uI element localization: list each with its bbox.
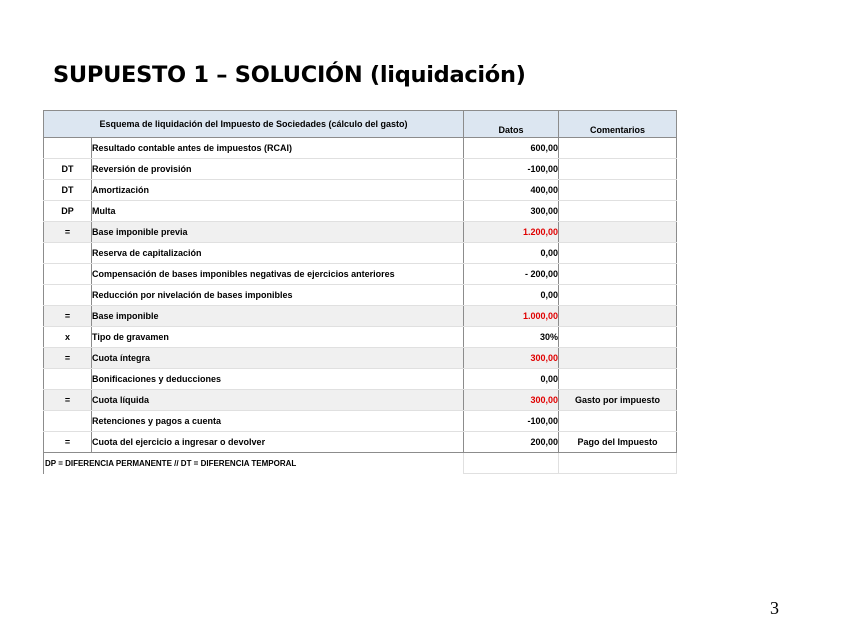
table-row <box>44 390 677 411</box>
row-concept: Reversión de provisión <box>92 159 464 180</box>
row-comment <box>559 138 677 159</box>
row-value: 200,00 <box>464 432 559 453</box>
row-concept: Cuota íntegra <box>92 348 464 369</box>
table-row <box>44 243 677 264</box>
row-comment <box>559 285 677 306</box>
table-row <box>44 264 677 285</box>
row-value: 0,00 <box>464 369 559 390</box>
row-comment <box>559 306 677 327</box>
row-mark: = <box>44 432 92 453</box>
row-comment: Gasto por impuesto <box>559 390 677 411</box>
table-row <box>44 138 677 159</box>
table-header-row <box>44 111 677 138</box>
table-row <box>44 411 677 432</box>
footnote-row <box>44 453 677 474</box>
table-row <box>44 369 677 390</box>
row-mark <box>44 138 92 159</box>
table-row <box>44 159 677 180</box>
row-mark <box>44 264 92 285</box>
row-comment <box>559 411 677 432</box>
table-row <box>44 306 677 327</box>
row-mark: DP <box>44 201 92 222</box>
row-value: 1.200,00 <box>464 222 559 243</box>
row-concept: Compensación de bases imponibles negativas de ejercicios anteriores <box>92 264 464 285</box>
row-comment <box>559 243 677 264</box>
header-data: Datos <box>464 111 559 138</box>
blank-comment-cell <box>559 453 677 474</box>
row-concept: Reducción por nivelación de bases imponibles <box>92 285 464 306</box>
row-mark: DT <box>44 159 92 180</box>
table-row <box>44 327 677 348</box>
table-row <box>44 201 677 222</box>
row-comment <box>559 222 677 243</box>
table-body <box>44 138 677 474</box>
row-mark: = <box>44 222 92 243</box>
header-scheme: Esquema de liquidación del Impuesto de Sociedades (cálculo del gasto) <box>44 111 464 138</box>
row-value: 600,00 <box>464 138 559 159</box>
row-mark: = <box>44 306 92 327</box>
row-comment <box>559 201 677 222</box>
row-value: - 200,00 <box>464 264 559 285</box>
page-number: 3 <box>770 598 779 618</box>
row-concept: Base imponible previa <box>92 222 464 243</box>
row-comment <box>559 159 677 180</box>
row-concept: Cuota del ejercicio a ingresar o devolver <box>92 432 464 453</box>
row-comment <box>559 369 677 390</box>
tax-liquidation-table <box>43 110 677 474</box>
row-value: 0,00 <box>464 285 559 306</box>
row-value: 400,00 <box>464 180 559 201</box>
row-value: -100,00 <box>464 159 559 180</box>
header-comments: Comentarios <box>559 111 677 138</box>
row-mark: = <box>44 348 92 369</box>
table-row <box>44 348 677 369</box>
slide-title: SUPUESTO 1 – SOLUCIÓN (liquidación) <box>53 62 526 88</box>
row-concept: Reserva de capitalización <box>92 243 464 264</box>
row-mark: = <box>44 390 92 411</box>
table-row <box>44 432 677 453</box>
row-concept: Tipo de gravamen <box>92 327 464 348</box>
row-concept: Base imponible <box>92 306 464 327</box>
row-value: 30% <box>464 327 559 348</box>
row-comment <box>559 327 677 348</box>
table-footnote: DP = DIFERENCIA PERMANENTE // DT = DIFERENCIA TEMPORAL <box>44 453 464 474</box>
row-mark <box>44 369 92 390</box>
row-value: 300,00 <box>464 201 559 222</box>
row-concept: Multa <box>92 201 464 222</box>
row-mark <box>44 285 92 306</box>
blank-data-cell <box>464 453 559 474</box>
row-mark: x <box>44 327 92 348</box>
row-concept: Retenciones y pagos a cuenta <box>92 411 464 432</box>
row-concept: Resultado contable antes de impuestos (RCAI) <box>92 138 464 159</box>
row-comment <box>559 264 677 285</box>
row-value: 0,00 <box>464 243 559 264</box>
row-value: 300,00 <box>464 348 559 369</box>
row-mark: DT <box>44 180 92 201</box>
row-value: 300,00 <box>464 390 559 411</box>
row-value: -100,00 <box>464 411 559 432</box>
row-mark <box>44 243 92 264</box>
table-row <box>44 285 677 306</box>
row-comment <box>559 348 677 369</box>
table-row <box>44 222 677 243</box>
table-row <box>44 180 677 201</box>
row-concept: Bonificaciones y deducciones <box>92 369 464 390</box>
row-comment <box>559 180 677 201</box>
row-mark <box>44 411 92 432</box>
row-concept: Amortización <box>92 180 464 201</box>
row-comment: Pago del Impuesto <box>559 432 677 453</box>
row-value: 1.000,00 <box>464 306 559 327</box>
row-concept: Cuota líquida <box>92 390 464 411</box>
